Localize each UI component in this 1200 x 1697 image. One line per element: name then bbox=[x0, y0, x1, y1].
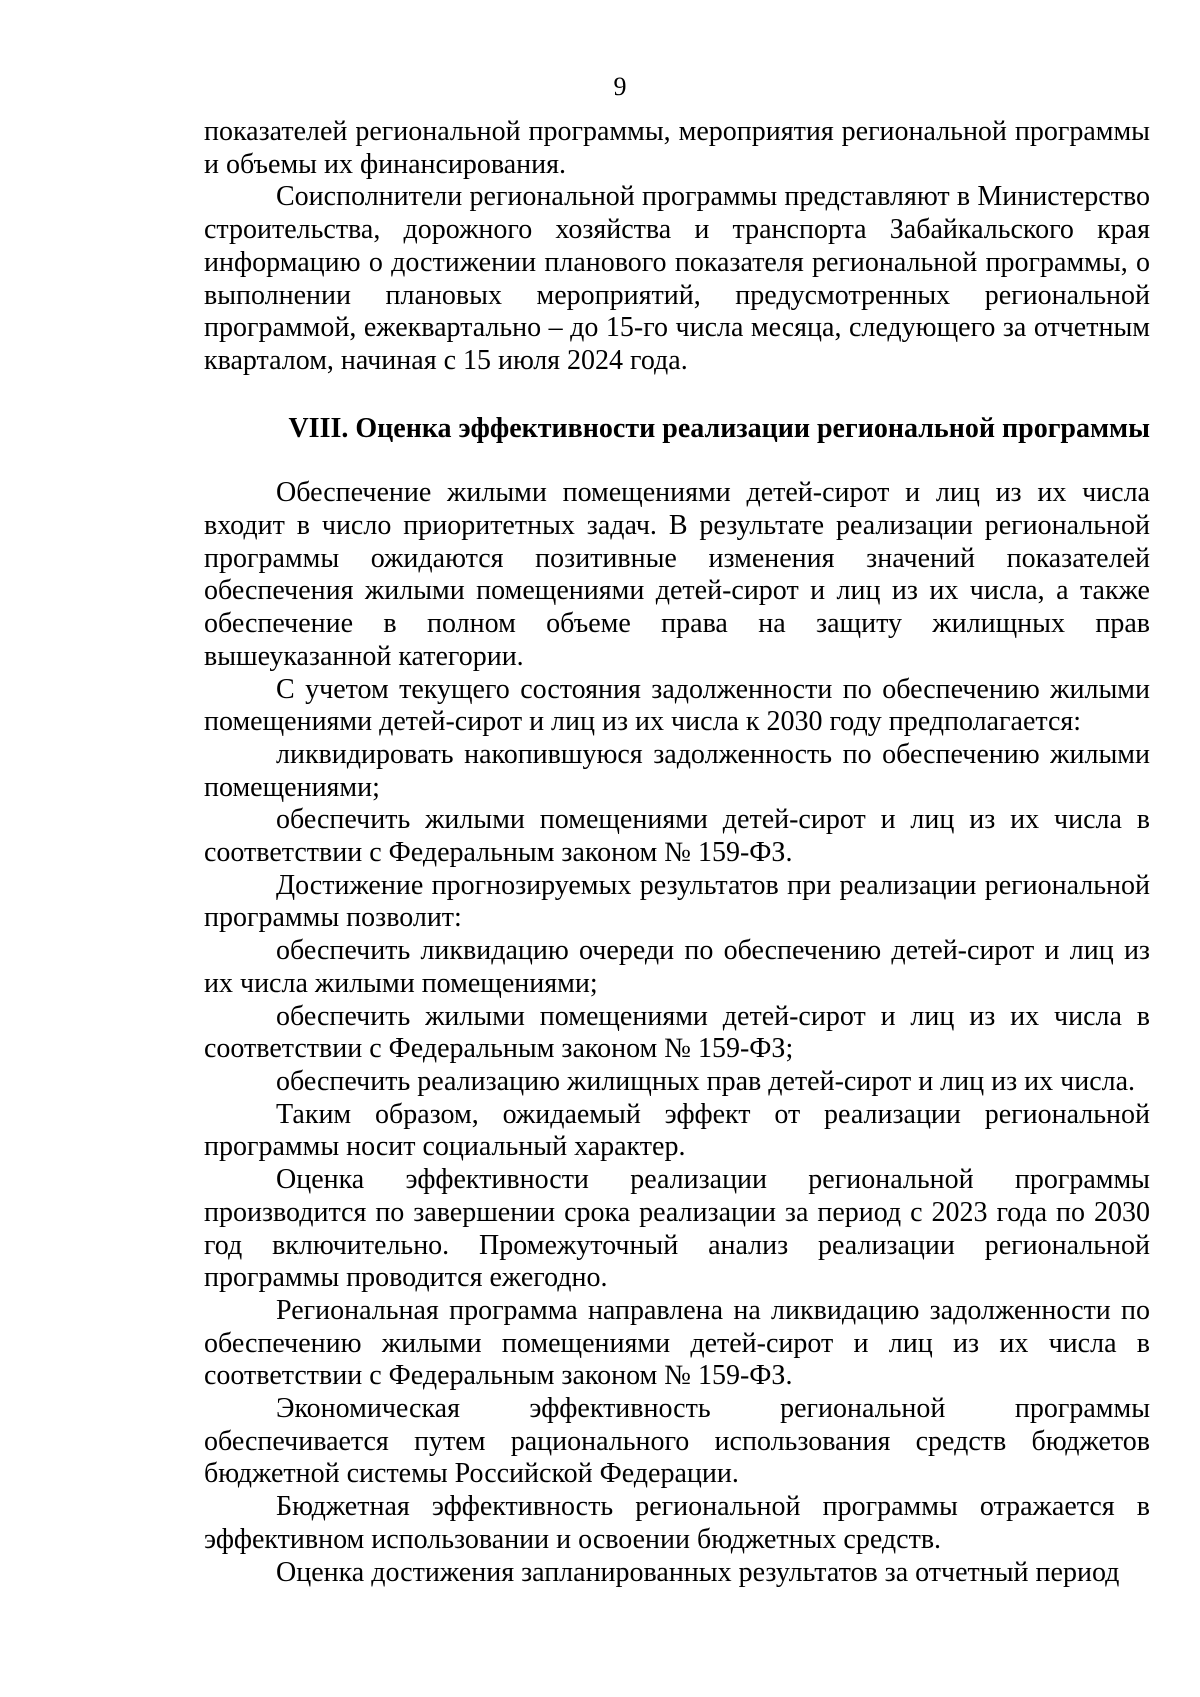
spacer bbox=[204, 378, 1150, 413]
document-body bbox=[204, 116, 1150, 1589]
page-number: 9 bbox=[613, 72, 627, 101]
paragraph: Соисполнители региональной программы представляют в Министерство строительства, дорожного хозяйства и транспорта Забайкальского края информацию о достижении планового показателя региональной программы, о выполнении плановых мероприятий, предусмотренных региональной программой, ежеквартально – до 15-го числа месяца, следующего за отчетным кварталом, начиная с 15 июля 2024 года. bbox=[204, 181, 1150, 376]
paragraph: показателей региональной программы, мероприятия региональной программы и объемы их финансирования. bbox=[204, 116, 1150, 180]
paragraph: Региональная программа направлена на ликвидацию задолженности по обеспечению жилыми помещениями детей-сирот и лиц из их числа в соответствии с Федеральным законом № 159-ФЗ. bbox=[204, 1294, 1150, 1392]
paragraph: Достижение прогнозируемых результатов при реализации региональной программы позволит: bbox=[204, 869, 1150, 934]
list-item: ликвидировать накопившуюся задолженность по обеспечению жилыми помещениями; bbox=[204, 738, 1150, 803]
list-item: обеспечить жилыми помещениями детей-сирот и лиц из их числа в соответствии с Федеральным законом № 159-ФЗ. bbox=[204, 804, 1150, 869]
paragraph: Бюджетная эффективность региональной программы отражается в эффективном использовании и освоении бюджетных средств. bbox=[204, 1491, 1150, 1555]
spacer bbox=[204, 445, 1150, 477]
list-item: обеспечить жилыми помещениями детей-сирот и лиц из их числа в соответствии с Федеральным законом № 159-ФЗ; bbox=[204, 1000, 1150, 1065]
paragraph: Оценка эффективности реализации региональной программы производится по завершении срока реализации за период с 2023 года по 2030 год включительно. Промежуточный анализ реализации региональной программы проводится ежегодно. bbox=[204, 1164, 1150, 1294]
paragraph: Обеспечение жилыми помещениями детей-сирот и лиц из их числа входит в число приоритетных задач. В результате реализации региональной программы ожидаются позитивные изменения значений показателей обеспечения жилыми помещениями детей-сирот и лиц из их числа, а также обеспечение в полном объеме права на защиту жилищных прав вышеуказанной категории. bbox=[204, 477, 1150, 672]
paragraph: С учетом текущего состояния задолженности по обеспечению жилыми помещениями детей-сирот и лиц из их числа к 2030 году предполагается: bbox=[204, 673, 1150, 738]
section-heading: VIII. Оценка эффективности реализации региональной программы bbox=[288, 412, 1150, 444]
paragraph: Оценка достижения запланированных результатов за отчетный период bbox=[276, 1556, 1120, 1588]
list-item: обеспечить реализацию жилищных прав детей-сирот и лиц из их числа. bbox=[276, 1065, 1136, 1097]
list-item: обеспечить ликвидацию очереди по обеспечению детей-сирот и лиц из их числа жилыми помещениями; bbox=[204, 935, 1150, 999]
paragraph: Экономическая эффективность региональной программы обеспечивается путем рационального использования средств бюджетов бюджетной системы Российской Федерации. bbox=[204, 1393, 1150, 1490]
paragraph: Таким образом, ожидаемый эффект от реализации региональной программы носит социальный характер. bbox=[204, 1098, 1150, 1163]
